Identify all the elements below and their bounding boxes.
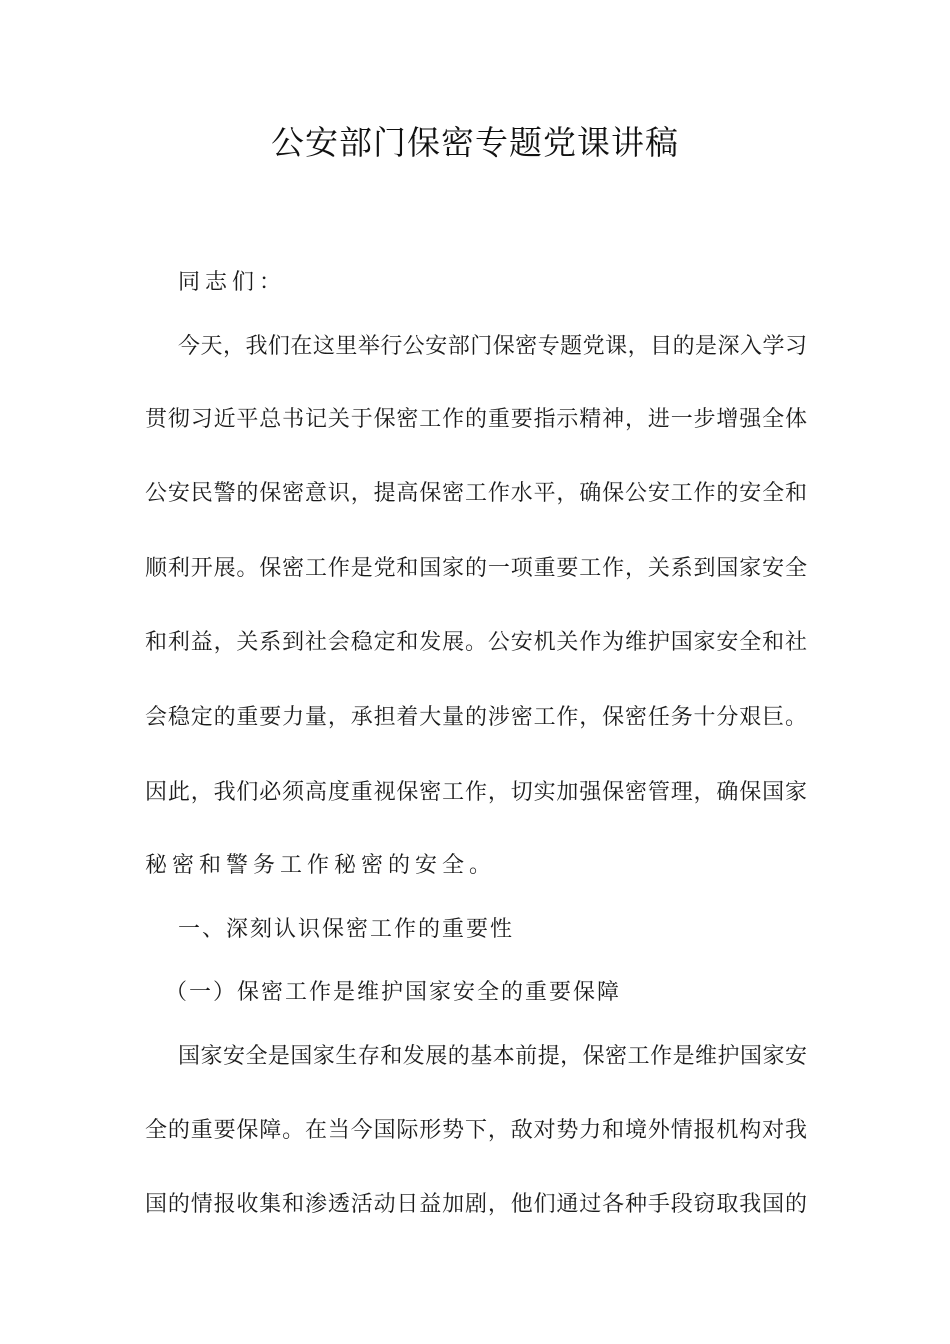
subsection-heading: （一）保密工作是维护国家安全的重要保障 bbox=[165, 980, 622, 1005]
salutation: 同志们： bbox=[178, 270, 287, 295]
paragraph-1-line-2: 贯彻习近平总书记关于保密工作的重要指示精神，进一步增强全体 bbox=[145, 407, 807, 432]
paragraph-2-line-2: 全的重要保障。在当今国际形势下，敌对势力和境外情报机构对我 bbox=[145, 1118, 807, 1143]
paragraph-1-line-6: 会稳定的重要力量，承担着大量的涉密工作，保密任务十分艰巨。 bbox=[145, 705, 807, 730]
section-heading: 一、深刻认识保密工作的重要性 bbox=[178, 917, 515, 942]
paragraph-1-line-4: 顺利开展。保密工作是党和国家的一项重要工作，关系到国家安全 bbox=[145, 556, 807, 581]
paragraph-1-line-5: 和利益，关系到社会稳定和发展。公安机关作为维护国家安全和社 bbox=[145, 630, 807, 655]
paragraph-1-line-3: 公安民警的保密意识，提高保密工作水平，确保公安工作的安全和 bbox=[145, 481, 807, 506]
paragraph-1-line-1: 今天，我们在这里举行公安部门保密专题党课，目的是深入学习 bbox=[178, 334, 807, 359]
paragraph-2-line-3: 国的情报收集和渗透活动日益加剧，他们通过各种手段窃取我国的 bbox=[145, 1192, 807, 1217]
paragraph-1-line-8: 秘密和警务工作秘密的安全。 bbox=[145, 853, 497, 878]
document-title: 公安部门保密专题党课讲稿 bbox=[271, 123, 679, 162]
paragraph-1-line-7: 因此，我们必须高度重视保密工作，切实加强保密管理，确保国家 bbox=[145, 780, 807, 805]
paragraph-2-line-1: 国家安全是国家生存和发展的基本前提，保密工作是维护国家安 bbox=[178, 1044, 807, 1069]
